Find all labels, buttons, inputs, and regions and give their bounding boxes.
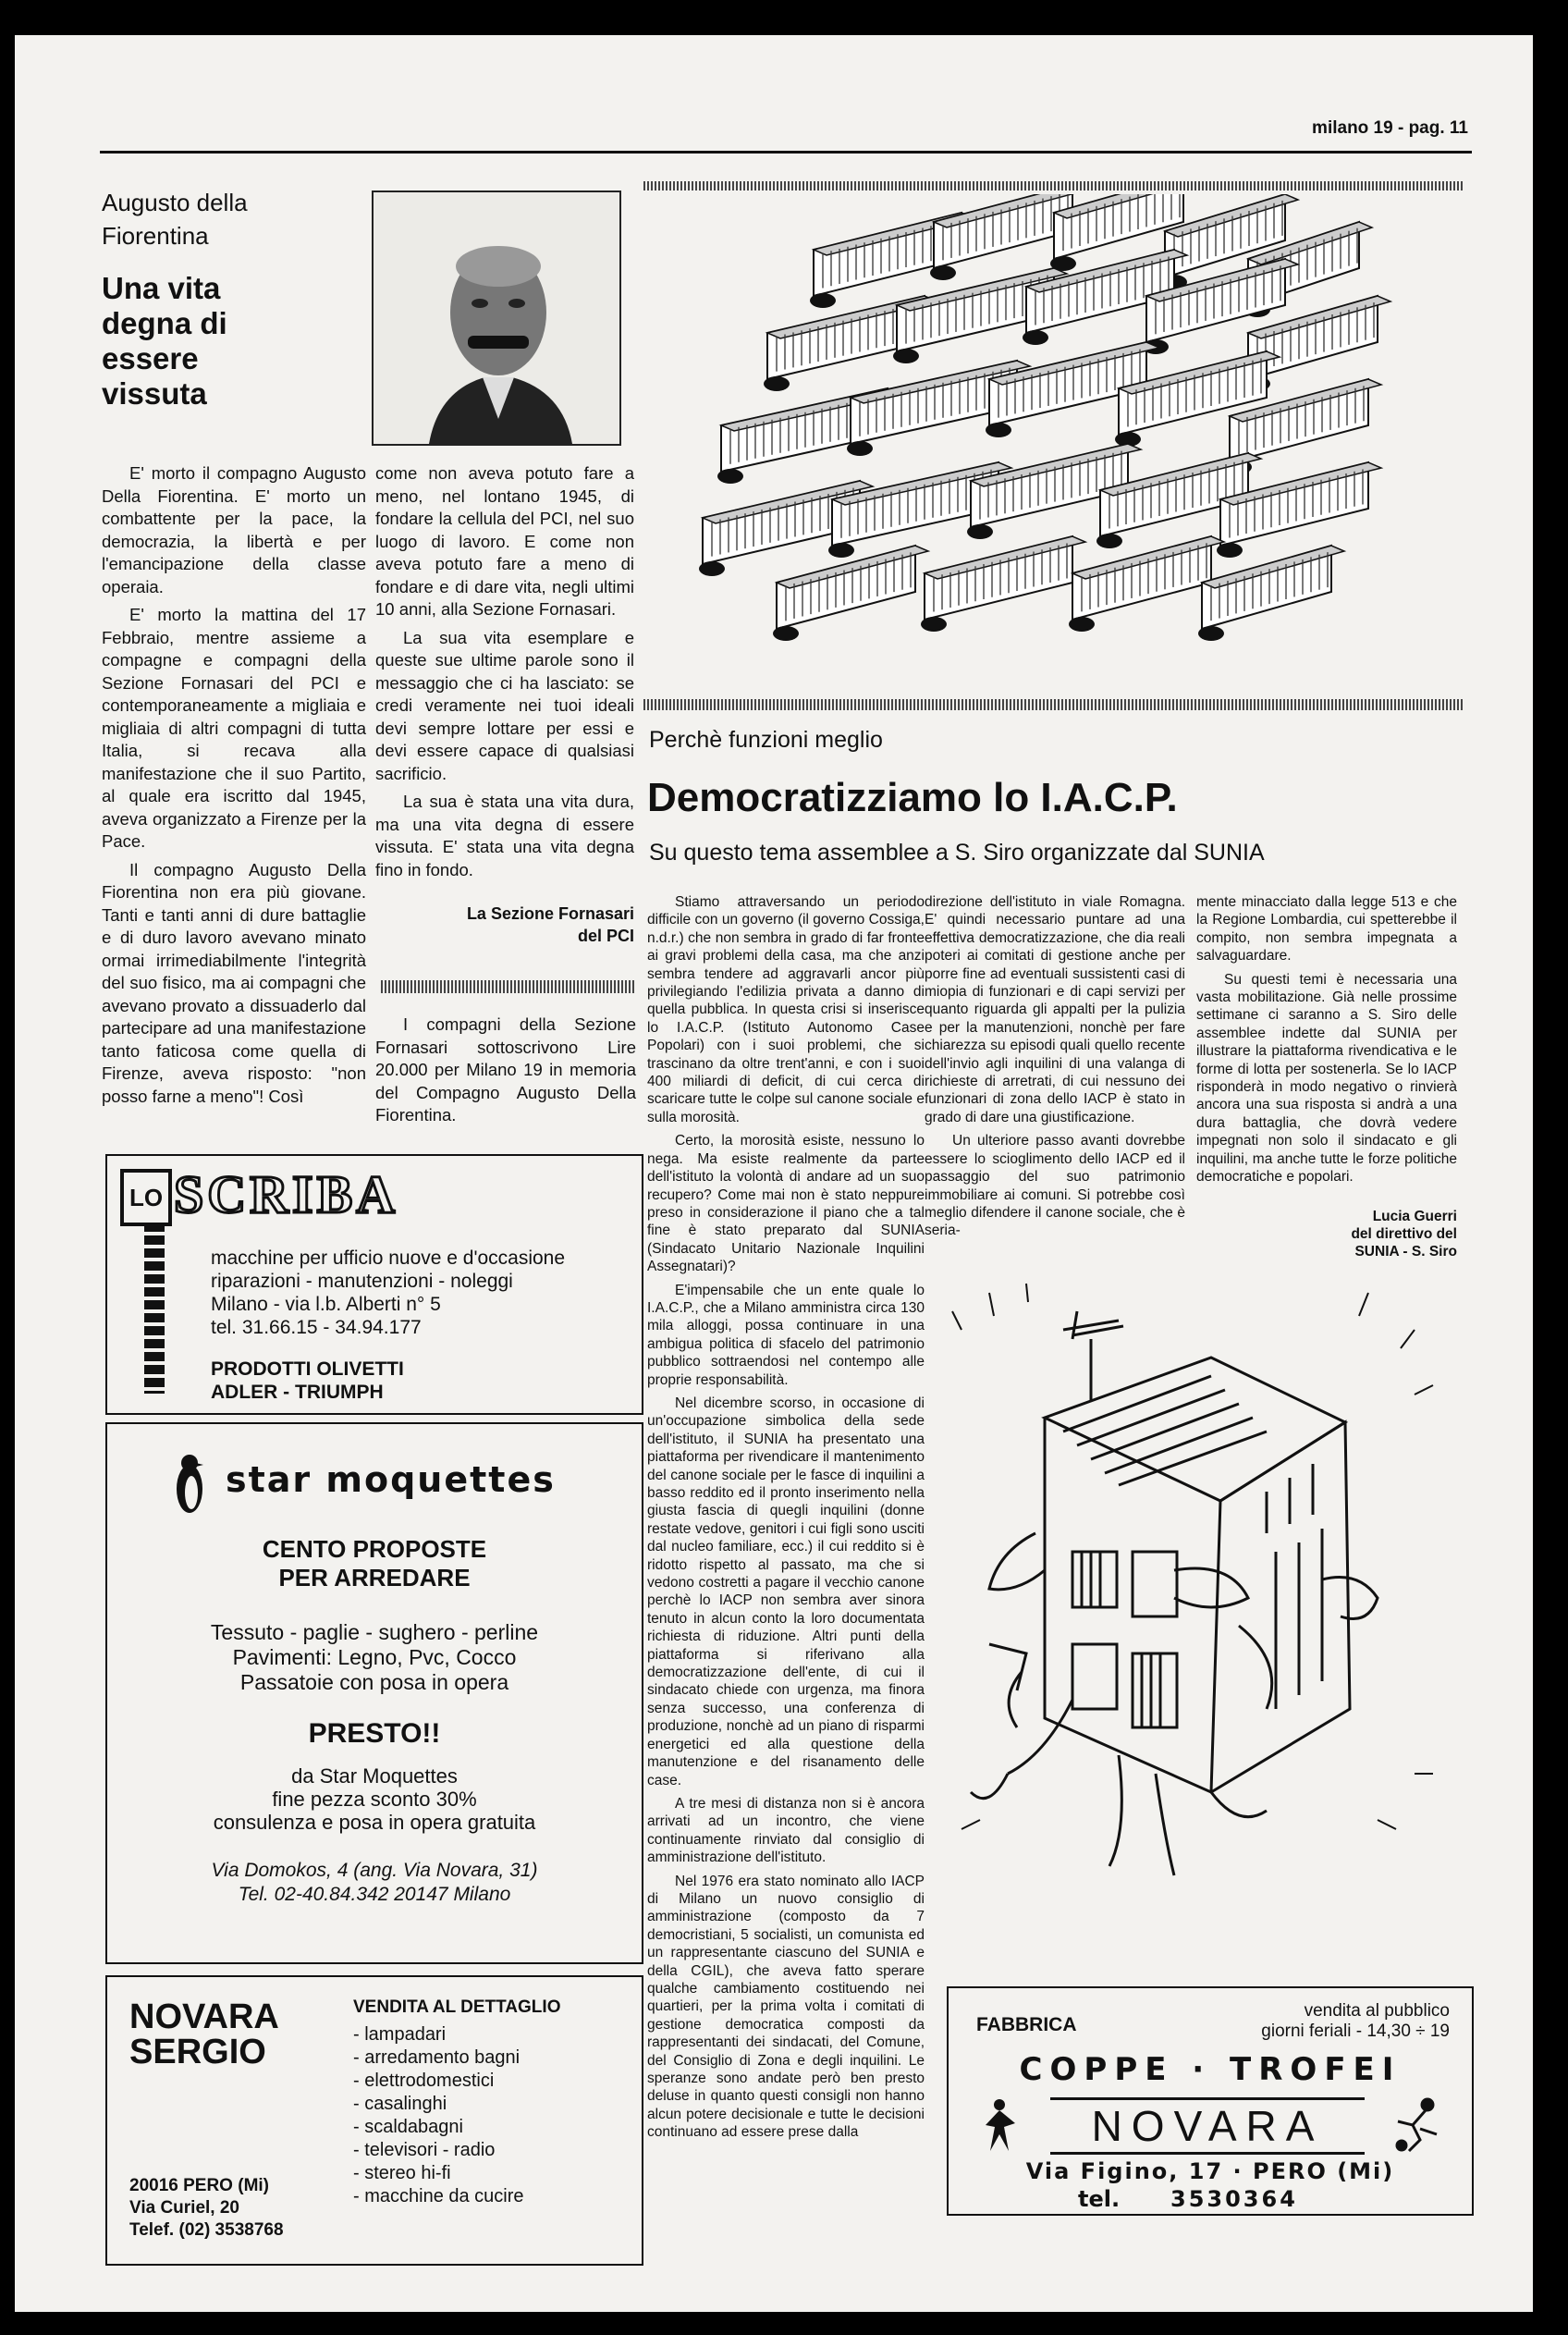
product-item: - macchine da cucire bbox=[353, 2186, 524, 2206]
novara-sergio-address-line: 20016 PERO (Mi) bbox=[129, 2176, 269, 2195]
scriba-line: Milano - via l.b. Alberti n° 5 bbox=[211, 1294, 441, 1315]
scriba-line: macchine per ufficio nuove e d'occasione bbox=[211, 1247, 566, 1269]
page-label: milano 19 - pag. 11 bbox=[1312, 118, 1468, 138]
article-paragraph: direzione dell'istituto in viale Romagna. E' quindi necessario puntare ad una effettiva democratizzazione, che dia reali poteri ai comitati di gestione anche per porre fine ad eventuali sussistenti casi di miopia di funzionari e di capi servizi per quanto riguarda gli appalti per la pulizia e per la manutenzioni, nonchè per fare chiarezza su episodi quali quello recente dell'invio agli inquilini di una valanga di richieste di arretrati, di cui nessuno dei funzionari di zona dello IACP è stato in grado di dare una giustificazione. bbox=[925, 894, 1185, 1125]
housing-blocks-image bbox=[647, 194, 1459, 694]
obituary-donation bbox=[375, 1014, 636, 1133]
coppe-tel: 3530364 bbox=[1170, 2186, 1298, 2212]
obituary-paragraph: E' morto la mattina del 17 Febbraio, mentre assieme a compagne e compagni della Sezione Fornasari del PCI e contemporaneamente a migliaia e migliaia di altri compagni di tutta Italia, si recava alla manifestazione che il suo Partito, al quale era iscritto dal 1945, aveva organizzato a Firenze per la Pace. bbox=[102, 605, 366, 851]
ad-star-moquettes bbox=[105, 1422, 643, 1964]
star-headline-line: PER ARREDARE bbox=[278, 1564, 471, 1591]
coppe-title: COPPE · TROFEI bbox=[1019, 2051, 1402, 2088]
star-line: da Star Moquettes bbox=[291, 1764, 458, 1788]
star-offer bbox=[107, 1764, 642, 1834]
coppe-name-frame bbox=[1050, 2097, 1365, 2155]
product-item: - arredamento bagni bbox=[353, 2047, 521, 2068]
portrait-image bbox=[374, 192, 619, 444]
trophy-figure-icon bbox=[976, 2097, 1023, 2153]
coppe-tel-label: tel. bbox=[1078, 2186, 1121, 2212]
product-item: - lampadari bbox=[353, 2024, 447, 2045]
penguin-icon bbox=[174, 1452, 205, 1517]
star-logo: star moquettes bbox=[226, 1459, 556, 1500]
novara-sergio-address-line: Telef. (02) 3538768 bbox=[129, 2220, 284, 2240]
novara-sergio-heading: VENDITA AL DETTAGLIO bbox=[353, 1997, 561, 2017]
scriba-logo: SCRIBA bbox=[174, 1164, 399, 1224]
obituary-paragraph: La sua è stata una vita dura, ma una vita degna di essere vissuta. E' stata una vita degna fino in fondo. bbox=[375, 792, 634, 879]
product-item: - elettrodomestici bbox=[353, 2071, 495, 2091]
article-column-3 bbox=[1196, 893, 1457, 1192]
article-paragraph: A tre mesi di distanza non si è ancora arrivati ad un incontro, che viene continuamente rinviato dal consiglio di amministrazione dell'istituto. bbox=[647, 1795, 925, 1866]
novara-sergio-name bbox=[129, 1999, 279, 2070]
scriba-logo-stripe bbox=[144, 1223, 165, 1394]
article-paragraph: Certo, la morosità esiste, nessuno lo nega. Ma esiste realmente da parte dell'istituto la volontà di andare ad un suo recupero? Come mai non è stato neppure preso in considerazione il piano che a tal fine è stato preparato dal SUNIA (Sindacato Unitario Nazionale Inquilini Assegnatari)? bbox=[647, 1133, 925, 1275]
star-address-line: Tel. 02-40.84.342 20147 Milano bbox=[238, 1884, 511, 1905]
coppe-hours-line: vendita al pubblico bbox=[1304, 2001, 1450, 2021]
star-headline bbox=[107, 1535, 642, 1592]
header-rule bbox=[100, 151, 1472, 154]
byline-role: del direttivo del bbox=[1351, 1226, 1457, 1242]
scriba-brands bbox=[211, 1358, 404, 1404]
article-paragraph: Un ulteriore passo avanti dovrebbe essere lo scioglimento dello IACP ed il passaggio del suo patrimonio immobiliare ai comuni. Si potrebbe così meglio difendere il canone sociale, che è seria- bbox=[925, 1133, 1185, 1239]
obituary-paragraph: come non aveva potuto fare a meno, nel lontano 1945, di fondare la cellula del PCI, nel suo luogo di lavoro. E come non aveva potuto fare a meno di fondare e di dare vita, negli ultimi 10 anni, alla Sezione Fornasari. bbox=[375, 463, 634, 619]
product-item: - casalinghi bbox=[353, 2094, 447, 2114]
obituary-kicker: Augusto della Fiorentina bbox=[102, 189, 248, 250]
byline-role: SUNIA - S. Siro bbox=[1354, 1244, 1457, 1260]
star-line: Passatoie con posa in opera bbox=[239, 1670, 509, 1694]
article-paragraph: Nel 1976 era stato nominato allo IACP di Milano un nuovo consiglio di amministrazione (composto da 7 democristiani, 5 socialisti, un comunista ed un rappresentante ciascuno del SUNIA e della CGIL), che aveva fatto sperare qualche cambiamento costituendo nei quartieri, per la prima volta i comitati di gestione democratica composti da rappresentanti dei sindacati, del Comune, del Consiglio di Zona e degli inquilini. Le speranze sono andate però ben presto deluse in quanto questi consigli non hanno alcun potere decisionale e tutte le decisioni continuano ad essere prese dalla bbox=[647, 1873, 925, 2141]
coppe-hours-line: giorni feriali - 14,30 ÷ 19 bbox=[1261, 2022, 1450, 2041]
star-address-line: Via Domokos, 4 (ang. Via Novara, 31) bbox=[211, 1860, 538, 1881]
signature-line: La Sezione Fornasari bbox=[466, 904, 634, 923]
article-subhead: Su questo tema assemblee a S. Siro organizzate dal SUNIA bbox=[649, 840, 1265, 866]
scriba-info bbox=[211, 1247, 565, 1339]
article-paragraph: Stiamo attraversando un periodo difficile con un governo (il governo Cossiga, n.d.r.) che non sembra in grado di far fronte ai gravi problemi della casa, ma che anzi sembra tendere ad aggravarli ancor più privilegiando l'edilizia privata a danno di quella pubblica. In questa crisi si inserisce lo I.A.C.P. (Istituto Autonomo Case Popolari) con i suoi problemi, che si trascinano da oltre trent'anni, e con i suoi 400 miliardi di deficit, di cui cerca di scaricare tutte le colpe sul canone sociale e sulla morosità. bbox=[647, 894, 925, 1125]
scriba-brand: PRODOTTI OLIVETTI bbox=[211, 1358, 404, 1380]
coppe-hours bbox=[1207, 2001, 1450, 2042]
obituary-headline: Una vita degna di essere vissuta bbox=[102, 271, 227, 411]
star-line: Pavimenti: Legno, Pvc, Cocco bbox=[232, 1645, 517, 1669]
donation-text: I compagni della Sezione Fornasari sottoscrivono Lire 20.000 per Milano 19 in memoria del Compagno Augusto Della Fiorentina. bbox=[375, 1014, 636, 1124]
novara-sergio-address-line: Via Curiel, 20 bbox=[129, 2198, 239, 2218]
novara-sergio-address bbox=[129, 2175, 284, 2242]
star-products bbox=[107, 1620, 642, 1695]
obituary-paragraph: La sua vita esemplare e queste sue ultime parole sono il messaggio che ci ha lasciato: se credi veramente nei tuoi ideali devi sempre lottare per essi e devi essere capace di qualsiasi sacrificio. bbox=[375, 627, 634, 783]
newspaper-page bbox=[15, 35, 1533, 2312]
ad-coppe-trofei bbox=[947, 1986, 1474, 2216]
scriba-brand: ADLER - TRIUMPH bbox=[211, 1382, 384, 1403]
byline-author: Lucia Guerri bbox=[1372, 1209, 1457, 1224]
article-column-2 bbox=[925, 893, 1185, 1246]
article-paragraph: Nel dicembre scorso, in occasione di un'occupazione simbolica della sede dell'istituto, il SUNIA ha presentato una piattaforma per rivendicare il mantenimento del canone sociale per le fasce di inquilini a basso reddito ed il pronto inserimento nella giusta fascia di quegli inquilini (donne restate vedove, genitori i cui figli sono usciti dal nucleo familiare, ecc.) il cui reddito si è ridotto rispetto al passato, ma che si vedono costretti a pagare il vecchio canone perchè lo IACP non sembra aver sinora tenuto in alcun conto la loro documentata richiesta di riduzione. Altri punti della piattaforma si riferivano alla democratizzazione dell'ente, di cui il sindacato chiede con urgenza, ma finora senza successo, una conferenza di produzione, nonchè ad un piano di risparmi energetici ed alla questione della manutenzione e del risanamento delle case. bbox=[647, 1395, 925, 1788]
signature-line: del PCI bbox=[577, 927, 634, 945]
star-line: fine pezza sconto 30% bbox=[272, 1788, 477, 1811]
scriba-logo-lo: LO bbox=[120, 1169, 172, 1226]
star-presto: PRESTO!! bbox=[308, 1718, 441, 1749]
coppe-name: NOVARA bbox=[1091, 2102, 1324, 2150]
coppe-fabbrica: FABBRICA bbox=[976, 2014, 1077, 2035]
product-item: - stereo hi-fi bbox=[353, 2163, 451, 2183]
footballer-icon bbox=[1392, 2097, 1444, 2153]
ad-novara-sergio bbox=[105, 1975, 643, 2266]
housing-illustration bbox=[647, 194, 1459, 694]
star-headline-line: CENTO PROPOSTE bbox=[262, 1535, 487, 1563]
house-cartoon-illustration bbox=[934, 1274, 1463, 1903]
article-byline bbox=[1196, 1208, 1457, 1260]
obituary-column-1 bbox=[102, 462, 366, 1113]
divider-hatch bbox=[381, 980, 636, 993]
article-paragraph: E'impensabile che un ente quale lo I.A.C.P., che a Milano amministra circa 130 mila alloggi, possa continuare in una ambigua politica di sfacelo del patrimonio pubblico sottraendosi nel contempo alle proprie responsabilità. bbox=[647, 1282, 925, 1388]
product-item: - scaldabagni bbox=[353, 2117, 463, 2137]
portrait-photo bbox=[372, 190, 621, 446]
coppe-address: Via Figino, 17 · PERO (Mi) bbox=[1025, 2158, 1395, 2184]
scriba-line: riparazioni - manutenzioni - noleggi bbox=[211, 1271, 513, 1292]
novara-sergio-name-line: NOVARA bbox=[129, 1997, 279, 2036]
obituary-paragraph: E' morto il compagno Augusto Della Fiorentina. E' morto un combattente per la pace, la democrazia, la libertà e per l'emancipazione della classe operaia. bbox=[102, 463, 366, 596]
novara-sergio-name-line: SERGIO bbox=[129, 2033, 266, 2071]
obituary-signature bbox=[375, 903, 634, 947]
scriba-line: tel. 31.66.15 - 34.94.177 bbox=[211, 1317, 422, 1338]
star-line: Tessuto - paglie - sughero - perline bbox=[210, 1620, 539, 1644]
crowded-house-drawing bbox=[934, 1274, 1463, 1903]
article-headline: Democratizziamo lo I.A.C.P. bbox=[647, 775, 1178, 820]
illustration-bottom-hatch bbox=[643, 699, 1463, 710]
product-item: - televisori - radio bbox=[353, 2140, 496, 2160]
article-column-1 bbox=[647, 893, 925, 2147]
ad-scriba bbox=[105, 1154, 643, 1415]
illustration-top-hatch bbox=[643, 181, 1463, 190]
obituary-paragraph: Il compagno Augusto Della Fiorentina non era più giovane. Tanti e tanti anni di dure battaglie e di duro lavoro avevano minato ormai irrimediabilmente l'integrità del suo fisico, ma ai compagni che avevano provato a dissuaderlo dal partecipare ad una manifestazione tanto faticosa come quella di Firenze, aveva risposto: "non posso farne a meno"! Così bbox=[102, 859, 366, 1106]
star-address bbox=[107, 1859, 642, 1907]
article-paragraph: mente minacciato dalla legge 513 e che la Regione Lombardia, cui spetterebbe il compito, non sembra impegnata a salvaguardare. bbox=[1196, 894, 1457, 965]
star-line: consulenza e posa in opera gratuita bbox=[213, 1811, 536, 1834]
novara-sergio-product-list bbox=[353, 2023, 524, 2208]
article-kicker: Perchè funzioni meglio bbox=[649, 727, 883, 753]
obituary-column-2 bbox=[375, 462, 634, 887]
article-paragraph: Su questi temi è necessaria una vasta mobilitazione. Già nelle prossime settimane ci saranno a S. Siro delle assemblee indette dal SUNIA per illustrare la piattaforma rivendicativa e le forme di lotta per sostenerla. Se lo IACP risponderà in modo negativo o rinvierà ancora una sua risposta si andrà a una dura battaglia, che dovrà vedere impegnati non solo il sindacato e gli inquilini, ma anche tutte le forze politiche democratiche e popolari. bbox=[1196, 971, 1457, 1186]
